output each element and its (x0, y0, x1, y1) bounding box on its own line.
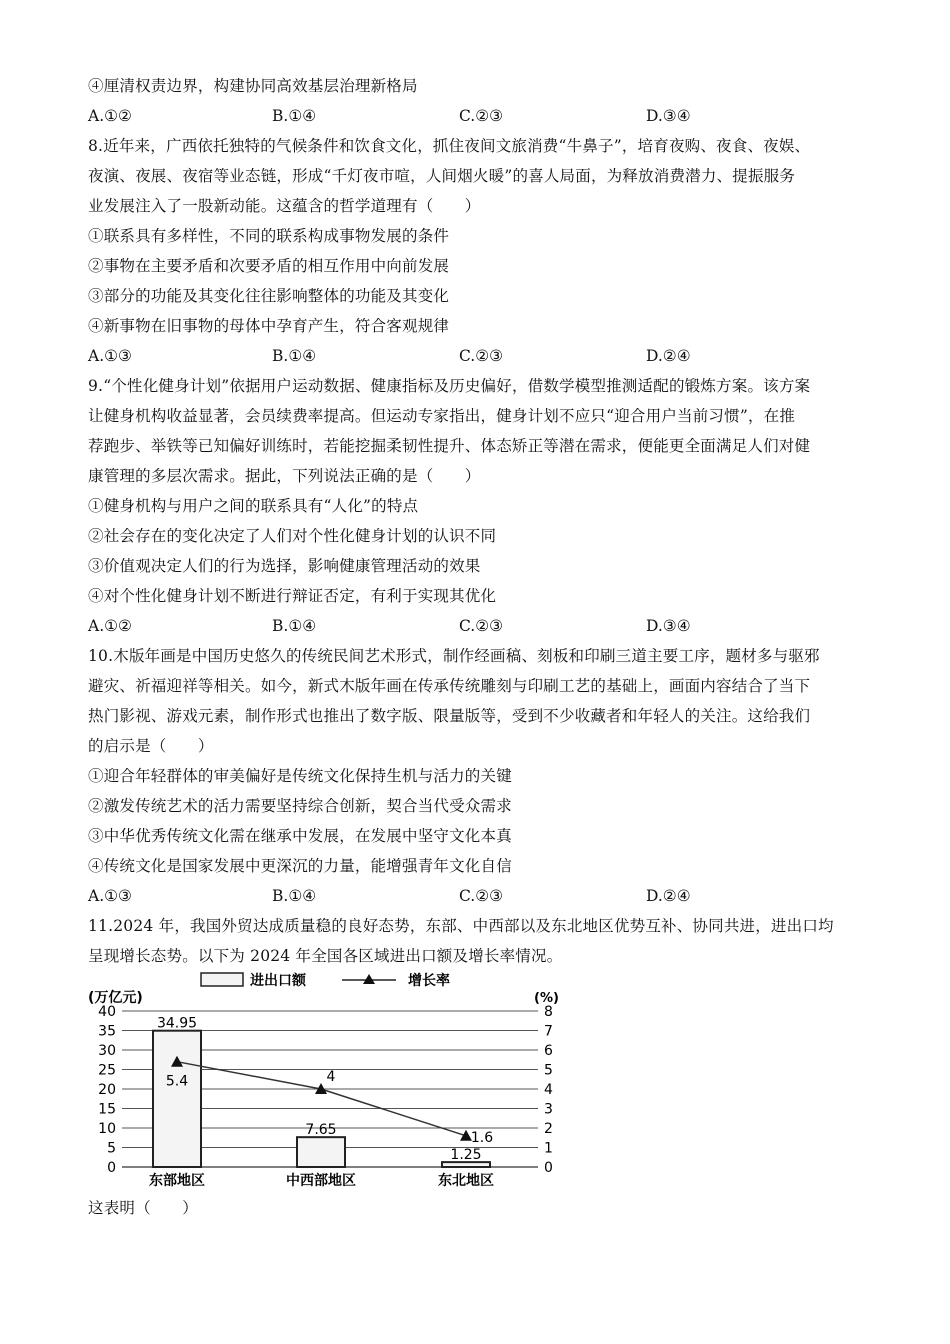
q10-option-d: D.②④ (646, 887, 691, 905)
right-tick-label: 8 (544, 1004, 553, 1020)
q11-prompt: 这表明（ ） (88, 1199, 198, 1217)
right-tick-label: 4 (544, 1082, 553, 1098)
q9-option-a: A.①② (88, 617, 132, 635)
q7-statement-4: ④厘清权责边界，构建协同高效基层治理新格局 (88, 77, 418, 95)
left-tick-label: 15 (98, 1101, 116, 1118)
growth-value-label: 1.6 (470, 1129, 494, 1146)
q10-statement-1: ①迎合年轻群体的审美偏好是传统文化保持生机与活力的关键 (88, 767, 512, 785)
right-tick-label: 5 (544, 1062, 553, 1079)
bar-value-label: 1.25 (450, 1147, 482, 1164)
q8-stem-line-3: 业发展注入了一股新动能。这蕴含的哲学道理有（ ） (88, 197, 481, 215)
q7-option-a: A.①② (88, 107, 132, 125)
q8-option-b: B.①④ (272, 347, 317, 365)
q10-statement-4: ④传统文化是国家发展中更深沉的力量，能增强青年文化自信 (88, 857, 512, 875)
category-label: 东部地区 (149, 1173, 205, 1189)
q9-stem-line-1: 9.“个性化健身计划”依据用户运动数据、健康指标及历史偏好，借数学模型推测适配的锻炼方案。该方案 (88, 377, 811, 395)
q8-statement-4: ④新事物在旧事物的母体中孕育产生，符合客观规律 (88, 317, 450, 335)
q9-statement-4: ④对个性化健身计划不断进行辩证否定，有利于实现其优化 (88, 587, 497, 605)
category-label: 东北地区 (438, 1173, 494, 1189)
q10-stem-line-2: 避灾、祈福迎祥等相关。如今，新式木版年画在传承传统雕刻与印刷工艺的基础上，画面内容结合了当下 (88, 677, 811, 695)
q9-option-d: D.③④ (646, 617, 691, 635)
left-axis-unit: (万亿元) (88, 990, 143, 1006)
left-tick-label: 20 (98, 1082, 116, 1098)
q9-stem-line-2: 让健身机构收益显著，会员续费率提高。但运动专家指出，健身计划不应只“迎合用户当前习惯”，在推 (88, 407, 796, 425)
left-tick-label: 30 (98, 1043, 116, 1059)
q9-statement-2: ②社会存在的变化决定了人们对个性化健身计划的认识不同 (88, 527, 497, 545)
left-tick-label: 40 (98, 1004, 116, 1020)
q11-stem-line-2: 呈现增长态势。以下为 2024 年全国各区域进出口额及增长率情况。 (88, 947, 563, 965)
category-label: 中西部地区 (286, 1173, 356, 1189)
q8-statement-1: ①联系具有多样性，不同的联系构成事物发展的条件 (88, 227, 450, 245)
q8-option-d: D.②④ (646, 347, 691, 365)
right-axis-unit: (%) (534, 991, 559, 1006)
q10-statement-2: ②激发传统艺术的活力需要坚持综合创新，契合当代受众需求 (88, 797, 512, 815)
q8-statement-3: ③部分的功能及其变化往往影响整体的功能及其变化 (88, 287, 450, 305)
q11-stem-line-1: 11.2024 年，我国外贸达成质量稳的良好态势，东部、中西部以及东北地区优势互补、协同共进，进出口均 (88, 917, 834, 935)
q10-option-a: A.①③ (88, 887, 132, 905)
left-tick-label: 10 (98, 1121, 116, 1137)
q10-option-b: B.①④ (272, 887, 317, 905)
q8-statement-2: ②事物在主要矛盾和次要矛盾的相互作用中向前发展 (88, 257, 450, 275)
q7-option-d: D.③④ (646, 107, 691, 125)
left-tick-label: 5 (107, 1140, 116, 1157)
q8-stem-line-1: 8.近年来，广西依托独特的气候条件和饮食文化，抓住夜间文旅消费“牛鼻子”，培育夜购、夜食、夜娱、 (88, 137, 811, 155)
q9-statement-1: ①健身机构与用户之间的联系具有“人化”的特点 (88, 497, 419, 515)
q7-option-c: C.②③ (459, 107, 504, 125)
right-tick-label: 3 (544, 1101, 553, 1118)
growth-value-label: 5.4 (165, 1073, 189, 1090)
q9-option-b: B.①④ (272, 617, 317, 635)
q10-stem-line-4: 的启示是（ ） (88, 737, 214, 755)
plot-area (98, 1004, 553, 1189)
trade-chart-svg (80, 968, 580, 1193)
left-tick-label: 0 (107, 1160, 116, 1176)
q7-option-b: B.①④ (272, 107, 317, 125)
q10-stem-line-3: 热门影视、游戏元素，制作形式也推出了数字版、限量版等，受到不少收藏者和年轻人的关注。这给我们 (88, 707, 811, 725)
bar (153, 1031, 201, 1167)
chart-legend (201, 972, 450, 989)
right-tick-label: 7 (544, 1023, 553, 1040)
q9-stem-line-4: 康管理的多层次需求。据此，下列说法正确的是（ ） (88, 467, 481, 485)
bar-value-label: 7.65 (305, 1122, 337, 1139)
growth-value-label: 4 (326, 1069, 336, 1085)
q9-stem-line-3: 荐跑步、举铁等已知偏好训练时，若能挖掘柔韧性提升、体态矫正等潜在需求，便能更全面满足人们对健 (88, 437, 811, 455)
right-tick-label: 0 (544, 1160, 553, 1176)
right-tick-label: 1 (544, 1140, 553, 1157)
left-tick-label: 25 (98, 1062, 116, 1079)
q10-statement-3: ③中华优秀传统文化需在继承中发展，在发展中坚守文化本真 (88, 827, 512, 845)
left-tick-label: 35 (98, 1023, 116, 1040)
legend-bar-label: 进出口额 (250, 973, 306, 989)
q10-option-c: C.②③ (459, 887, 504, 905)
q9-statement-3: ③价值观决定人们的行为选择，影响健康管理活动的效果 (88, 557, 481, 575)
q8-option-c: C.②③ (459, 347, 504, 365)
q9-option-c: C.②③ (459, 617, 504, 635)
trade-chart (80, 968, 580, 1193)
right-tick-label: 6 (544, 1043, 553, 1059)
legend-line-label: 增长率 (408, 973, 450, 989)
q10-stem-line-1: 10.木版年画是中国历史悠久的传统民间艺术形式，制作经画稿、刻板和印刷三道主要工序，题材多与驱邪 (88, 647, 820, 665)
legend-line-marker (363, 974, 375, 984)
bar-value-label: 34.95 (156, 1015, 198, 1032)
q8-option-a: A.①③ (88, 347, 132, 365)
legend-bar-swatch (201, 973, 243, 986)
bar (297, 1137, 345, 1167)
right-tick-label: 2 (544, 1121, 553, 1137)
q8-stem-line-2: 夜演、夜展、夜宿等业态链，形成“千灯夜市喧，人间烟火暖”的喜人局面，为释放消费潜力、提振服务 (88, 167, 796, 185)
